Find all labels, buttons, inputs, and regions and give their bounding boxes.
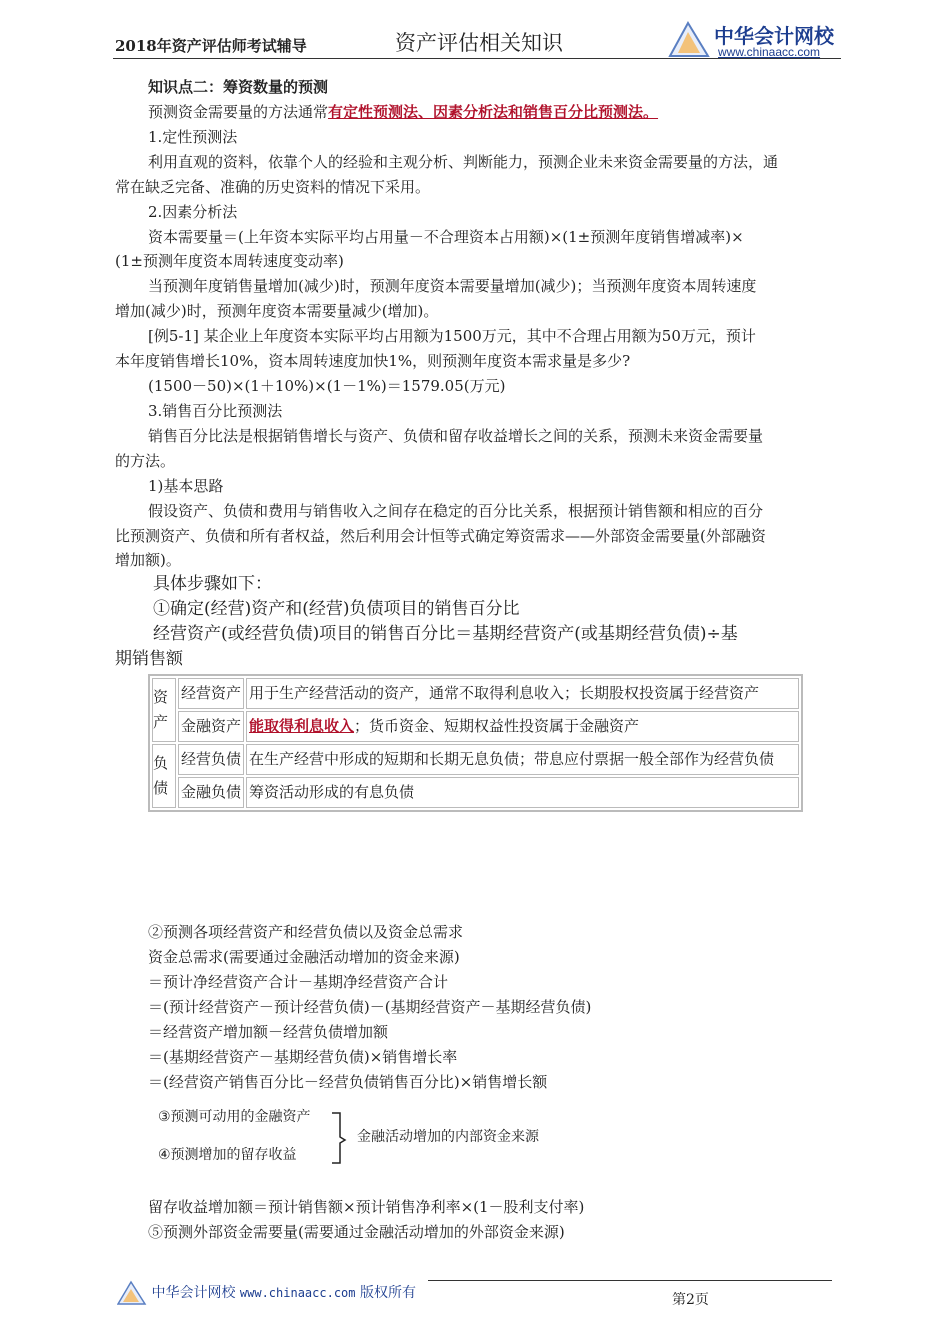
example: 本年度销售增长10%，资本周转速度加快1%，则预测年度资本需求量是多少?	[115, 352, 631, 370]
category-cell: 金融负债	[178, 777, 244, 808]
footer-rights: 版权所有	[359, 1285, 416, 1301]
subheading-1: 1.定性预测法	[148, 128, 238, 146]
intro	[148, 102, 658, 122]
example: [例5-1] 某企业上年度资本实际平均占用额为1500万元，其中不合理占用额为50万元，预计	[148, 327, 756, 345]
footer-brand	[117, 1280, 416, 1306]
chinaacc-logo	[668, 20, 848, 60]
footer-url[interactable]: www.chinaacc.com	[239, 1286, 356, 1300]
footer-rule	[428, 1280, 832, 1281]
table-row	[152, 711, 799, 742]
formula: ＝经营资产增加额－经营负债增加额	[148, 1023, 389, 1041]
group-cell: 负债	[152, 744, 176, 808]
logo-triangle-icon	[117, 1280, 147, 1306]
formula: ＝(预计经营资产－预计经营负债)－(基期经营资产－基期经营负债)	[148, 998, 592, 1016]
intro-highlight: 有定性预测法、因素分析法和销售百分比预测法。	[328, 103, 659, 121]
paragraph: 当预测年度销售量增加(减少)时，预测年度资本需要量增加(减少)；当预测年度资本周转速度	[148, 277, 757, 295]
diagram-item: ③预测可动用的金融资产	[158, 1109, 311, 1125]
step-2: ②预测各项经营资产和经营负债以及资金总需求	[148, 923, 464, 941]
step-5: ⑤预测外部资金需要量(需要通过金融活动增加的外部资金来源)	[148, 1223, 565, 1241]
description-text: ；货币资金、短期权益性投资属于金融资产	[354, 717, 640, 735]
formula: (1±预测年度资本周转速度变动率)	[115, 252, 344, 270]
footer-brand-name: 中华会计网校	[151, 1285, 236, 1301]
paragraph: 假设资产、负债和费用与销售收入之间存在稳定的百分比关系，根据预计销售额和相应的百分	[148, 502, 764, 520]
subheading-3: 3.销售百分比预测法	[148, 402, 283, 420]
diagram-result: 金融活动增加的内部资金来源	[357, 1129, 539, 1145]
description-cell	[246, 711, 799, 742]
brace-icon	[330, 1111, 352, 1165]
group-cell: 资产	[152, 678, 176, 742]
step-1-formula: 期销售额	[115, 649, 183, 669]
intro-text: 预测资金需要量的方法通常	[148, 103, 329, 121]
diagram-item: ④预测增加的留存收益	[158, 1147, 297, 1163]
formula: 资本需要量＝(上年资本实际平均占用量－不合理资本占用额)×(1±预测年度销售增减率)×	[148, 228, 744, 246]
step-1-formula: 经营资产(或经营负债)项目的销售百分比＝基期经营资产(或基期经营负债)÷基	[153, 624, 738, 644]
paragraph: 常在缺乏完备、准确的历史资料的情况下采用。	[115, 178, 431, 196]
header-course: 2018年资产评估师考试辅导	[115, 37, 307, 55]
formula: ＝(经营资产销售百分比－经营负债销售百分比)×销售增长额	[148, 1073, 548, 1091]
paragraph: 比预测资产、负债和所有者权益，然后利用会计恒等式确定筹资需求——外部资金需要量(外部融资	[115, 527, 766, 545]
formula: ＝(基期经营资产－基期经营负债)×销售增长率	[148, 1048, 458, 1066]
category-cell: 金融资产	[178, 711, 244, 742]
header-title: 资产评估相关知识	[395, 31, 563, 55]
table-row	[152, 678, 799, 709]
formula: ＝预计净经营资产合计－基期净经营资产合计	[148, 973, 449, 991]
category-cell: 经营负债	[178, 744, 244, 775]
page-number: 第2页	[672, 1292, 709, 1308]
classification-table	[148, 674, 803, 812]
table-row	[152, 744, 799, 775]
category-cell: 经营资产	[178, 678, 244, 709]
paragraph: 销售百分比法是根据销售增长与资产、负债和留存收益增长之间的关系，预测未来资金需要量	[148, 427, 764, 445]
subheading-2: 2.因素分析法	[148, 203, 238, 221]
steps-heading: 具体步骤如下：	[153, 574, 272, 594]
table-row	[152, 777, 799, 808]
example-answer: (1500－50)×(1＋10%)×(1－1%)＝1579.05(万元)	[148, 377, 506, 395]
highlight-text: 能取得利息收入	[249, 717, 355, 735]
subheading-3-1: 1)基本思路	[148, 477, 224, 495]
step-1: ①确定(经营)资产和(经营)负债项目的销售百分比	[153, 599, 520, 619]
logo-triangle-icon	[668, 20, 710, 58]
formula: 留存收益增加额＝预计销售额×预计销售净利率×(1－股利支付率)	[148, 1198, 585, 1216]
paragraph: 增加额)。	[115, 551, 181, 569]
formula: 资金总需求(需要通过金融活动增加的资金来源)	[148, 948, 460, 966]
paragraph: 增加(减少)时，预测年度资本需要量减少(增加)。	[115, 302, 439, 320]
logo-url[interactable]: www.chinaacc.com	[718, 45, 821, 59]
header-rule	[113, 58, 841, 59]
paragraph: 利用直观的资料，依靠个人的经验和主观分析、判断能力，预测企业未来资金需要量的方法，通	[148, 153, 779, 171]
description-cell: 在生产经营中形成的短期和长期无息负债；带息应付票据一般全部作为经营负债	[246, 744, 799, 775]
logo-name: 中华会计网校	[714, 24, 834, 48]
paragraph: 的方法。	[115, 452, 176, 470]
section-heading: 知识点二：筹资数量的预测	[148, 78, 329, 96]
description-cell: 用于生产经营活动的资产，通常不取得利息收入；长期股权投资属于经营资产	[246, 678, 799, 709]
brace-diagram	[150, 1105, 610, 1167]
description-cell: 筹资活动形成的有息负债	[246, 777, 799, 808]
